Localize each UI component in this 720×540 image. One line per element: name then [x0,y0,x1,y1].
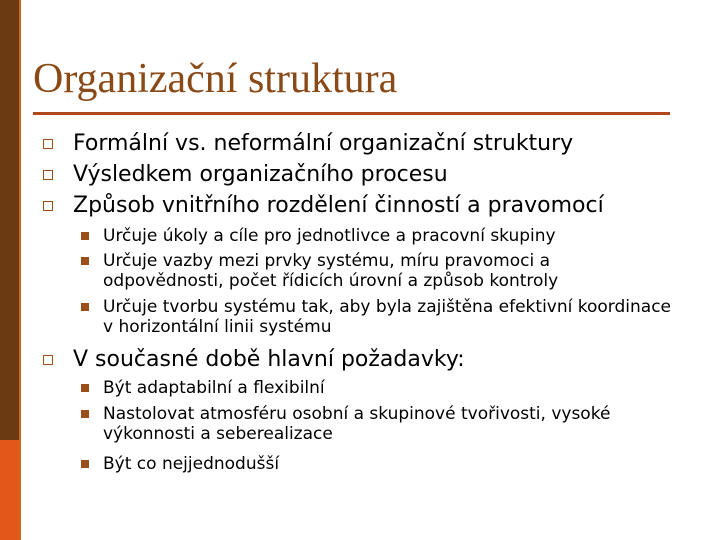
filled-square-bullet-icon [81,257,89,265]
slide-title: Organizační struktura [33,56,398,102]
bullet-text: Výsledkem organizačního procesu [73,162,448,187]
filled-square-bullet-icon [81,410,89,418]
sub-bullet-text: Určuje tvorbu systému tak, aby byla zajištěna efektivní koordinace v horizontální linii systému [103,297,671,337]
sub-bullet-text: Být adaptabilní a flexibilní [103,378,325,398]
sub-bullet-item [103,297,673,337]
hollow-square-bullet-icon [43,170,53,180]
bullet-text: Způsob vnitřního rozdělení činností a pravomocí [73,193,604,218]
bullet-text: Formální vs. neformální organizační struktury [73,131,574,156]
sub-bullet-text: Být co nejjednodušší [103,454,280,474]
filled-square-bullet-icon [81,303,89,311]
sub-bullet-text: Určuje úkoly a cíle pro jednotlivce a pracovní skupiny [103,226,556,246]
sub-bullet-text: Určuje vazby mezi prvky systému, míru pravomoci a odpovědnosti, počet řídicích úrovní a způsob kontroly [103,251,559,291]
hollow-square-bullet-icon [43,201,53,211]
hollow-square-bullet-icon [43,139,53,149]
bullet-item [73,349,465,371]
bullet-item [73,195,604,217]
sub-bullet-item [103,404,673,444]
filled-square-bullet-icon [81,384,89,392]
sub-bullet-item [103,251,673,291]
filled-square-bullet-icon [81,460,89,468]
filled-square-bullet-icon [81,232,89,240]
sub-bullet-item [103,454,673,474]
hollow-square-bullet-icon [43,355,53,365]
sub-bullet-item [103,378,673,398]
sub-bullet-text: Nastolovat atmosféru osobní a skupinové tvořivosti, vysoké výkonnosti a seberealizace [103,404,611,444]
bullet-item [73,164,448,186]
bullet-text: V současné době hlavní požadavky: [73,347,465,372]
bullet-item [73,133,573,155]
sub-bullet-item [103,226,673,246]
